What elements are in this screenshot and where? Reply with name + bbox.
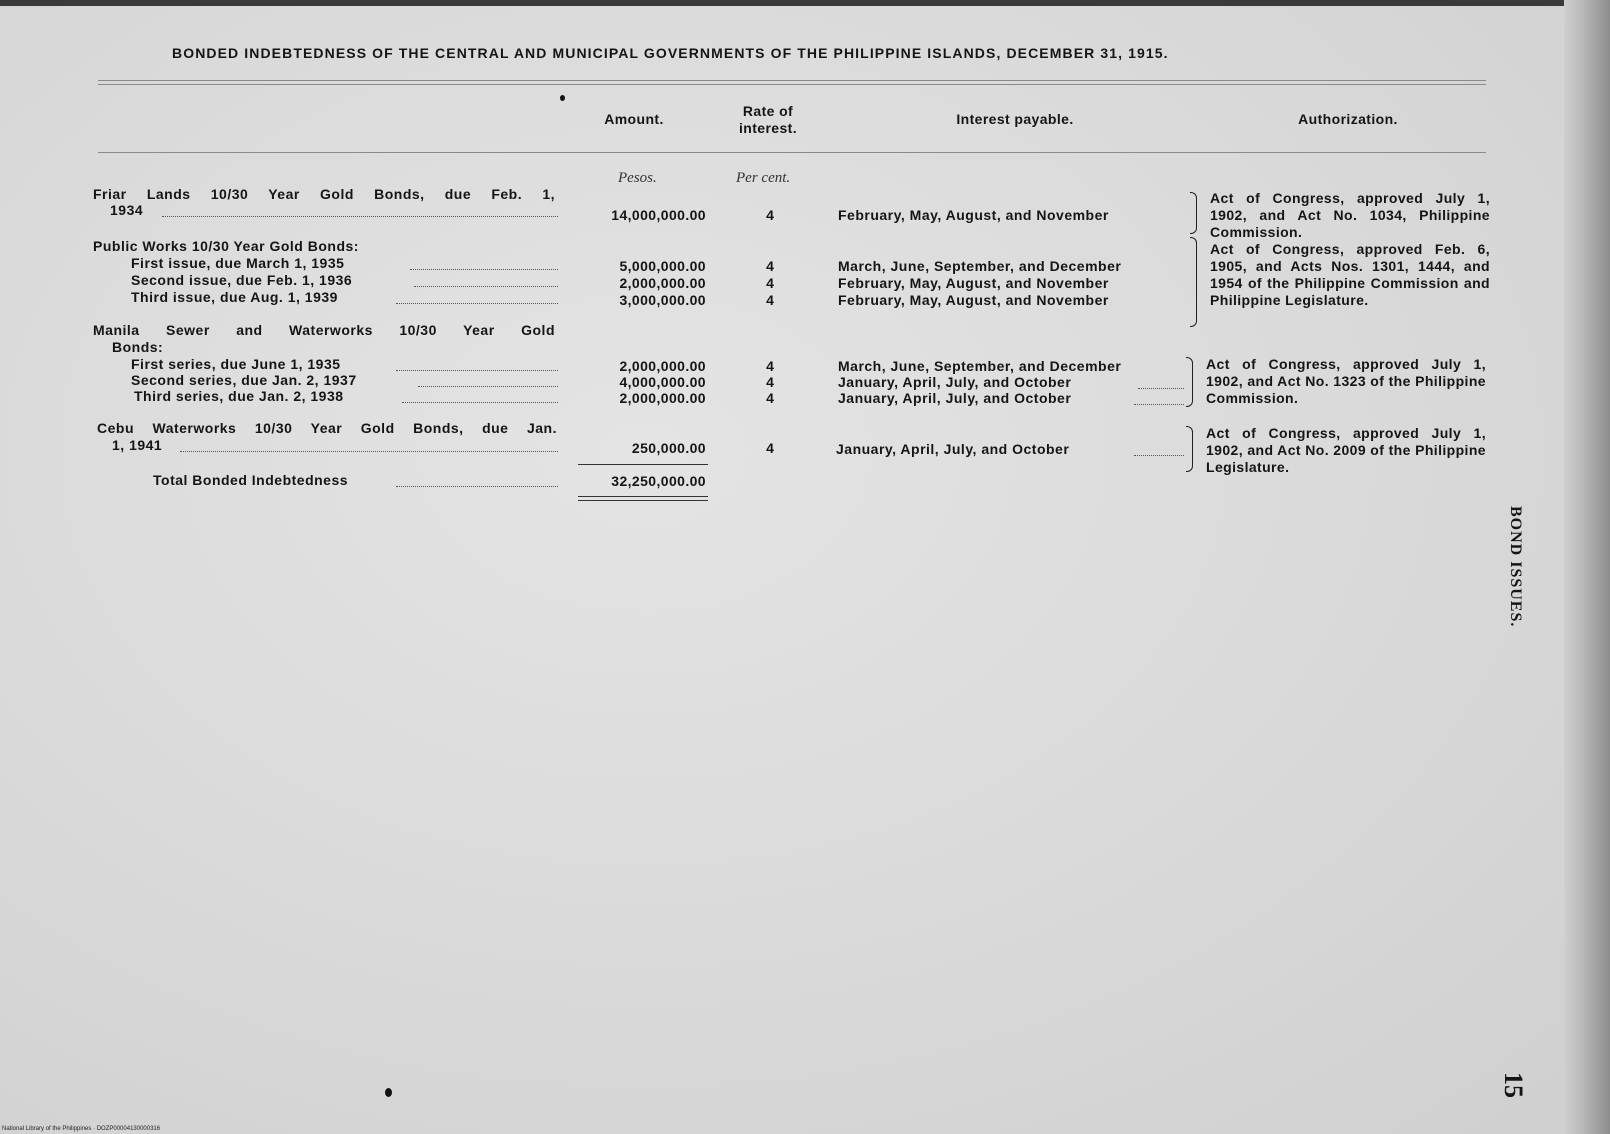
column-header-rate-line1: Rate of: [742, 103, 794, 119]
row-label-friar-lands-cont: 1934: [110, 202, 144, 218]
leader-dots: [418, 386, 558, 387]
header-rule-top: [98, 80, 1486, 81]
interest-manila-third: January, April, July, and October: [838, 390, 1072, 406]
leader-dots: [396, 486, 558, 487]
row-label-manila-sewer: Manila Sewer and Waterworks 10/30 Year Gold: [93, 322, 555, 338]
brace: [1186, 357, 1193, 407]
leader-dots: [1134, 455, 1184, 456]
amount-public-works-second: 2,000,000.00: [619, 275, 706, 291]
rate-manila-second: 4: [766, 374, 774, 390]
rate-manila-first: 4: [766, 358, 774, 374]
brace: [1186, 426, 1193, 472]
leader-dots: [402, 402, 558, 403]
footer-credit: National Library of the Philippines · DOZP00004130000316: [2, 1126, 161, 1132]
authorization-friar-lands: Act of Congress, approved July 1, 1902, and Act No. 1034, Philippine Commission.: [1210, 190, 1490, 240]
page-number: 15: [1499, 1072, 1528, 1098]
row-label-manila-first: First series, due June 1, 1935: [131, 356, 341, 372]
leader-dots: [414, 286, 558, 287]
authorization-manila-sewer: Act of Congress, approved July 1, 1902, and Act No. 1323 of the Philippine Commission.: [1206, 356, 1486, 406]
row-label-manila-third: Third series, due Jan. 2, 1938: [134, 388, 344, 404]
row-label-public-works-second: Second issue, due Feb. 1, 1936: [131, 272, 353, 288]
interest-manila-second: January, April, July, and October: [838, 374, 1072, 390]
authorization-public-works: Act of Congress, approved Feb. 6, 1905, and Acts Nos. 1301, 1444, and 1954 of the Philippine Commission and Philippine Legislature.: [1210, 241, 1490, 308]
rate-public-works-first: 4: [766, 258, 774, 274]
leader-dots: [162, 216, 558, 217]
rate-manila-third: 4: [766, 390, 774, 406]
column-header-interest-payable: Interest payable.: [956, 111, 1074, 127]
amount-public-works-third: 3,000,000.00: [619, 292, 706, 308]
total-rule-bottom-2: [578, 500, 708, 501]
rate-public-works-second: 4: [766, 275, 774, 291]
interest-cebu-waterworks: January, April, July, and October: [836, 441, 1070, 457]
column-header-authorization: Authorization.: [1298, 111, 1398, 127]
row-label-friar-lands: Friar Lands 10/30 Year Gold Bonds, due Feb. 1,: [93, 186, 555, 202]
row-label-public-works-third: Third issue, due Aug. 1, 1939: [131, 289, 338, 305]
unit-per-cent: Per cent.: [736, 170, 791, 186]
leader-dots: [180, 451, 558, 452]
interest-public-works-second: February, May, August, and November: [838, 275, 1109, 291]
leader-dots: [410, 269, 558, 270]
row-label-manila-second: Second series, due Jan. 2, 1937: [131, 372, 357, 388]
interest-friar-lands: February, May, August, and November: [838, 207, 1109, 223]
page-binding-edge: [1564, 0, 1610, 1134]
row-label-cebu-waterworks-cont: 1, 1941: [112, 437, 163, 453]
interest-public-works-third: February, May, August, and November: [838, 292, 1109, 308]
brace: [1190, 237, 1197, 327]
rate-public-works-third: 4: [766, 292, 774, 308]
row-label-cebu-waterworks: Cebu Waterworks 10/30 Year Gold Bonds, due Jan.: [97, 420, 557, 436]
row-label-public-works-first: First issue, due March 1, 1935: [131, 255, 345, 271]
row-label-manila-sewer-cont: Bonds:: [112, 339, 164, 355]
amount-cebu-waterworks: 250,000.00: [631, 440, 706, 456]
unit-pesos: Pesos.: [618, 170, 657, 186]
table-title: BONDED INDEBTEDNESS OF THE CENTRAL AND MUNICIPAL GOVERNMENTS OF THE PHILIPPINE ISLANDS, DECEMBER 31, 1915.: [172, 45, 1169, 61]
ink-speck: [385, 1088, 392, 1097]
amount-public-works-first: 5,000,000.00: [619, 258, 706, 274]
leader-dots: [1134, 404, 1184, 405]
authorization-cebu-waterworks: Act of Congress, approved July 1, 1902, and Act No. 2009 of the Philippine Legislature.: [1206, 425, 1486, 475]
amount-manila-first: 2,000,000.00: [619, 358, 706, 374]
total-amount: 32,250,000.00: [611, 473, 706, 489]
total-rule-top: [578, 464, 708, 465]
amount-friar-lands: 14,000,000.00: [611, 207, 706, 223]
amount-manila-third: 2,000,000.00: [619, 390, 706, 406]
header-rule-bottom: [98, 152, 1486, 153]
rate-friar-lands: 4: [766, 207, 774, 223]
leader-dots: [1138, 388, 1184, 389]
leader-dots: [396, 303, 558, 304]
header-rule-top-2: [98, 84, 1486, 85]
row-label-public-works: Public Works 10/30 Year Gold Bonds:: [93, 238, 359, 254]
total-rule-bottom: [578, 496, 708, 497]
page-top-border: [0, 0, 1610, 6]
ink-speck: [560, 95, 565, 101]
column-header-rate-line2: interest.: [738, 120, 798, 136]
leader-dots: [396, 370, 558, 371]
rate-cebu-waterworks: 4: [766, 440, 774, 456]
total-label: Total Bonded Indebtedness: [153, 472, 349, 488]
brace: [1190, 192, 1197, 234]
side-running-head: BOND ISSUES.: [1507, 506, 1524, 628]
amount-manila-second: 4,000,000.00: [619, 374, 706, 390]
column-header-amount: Amount.: [604, 111, 664, 127]
interest-public-works-first: March, June, September, and December: [838, 258, 1122, 274]
interest-manila-first: March, June, September, and December: [838, 358, 1122, 374]
